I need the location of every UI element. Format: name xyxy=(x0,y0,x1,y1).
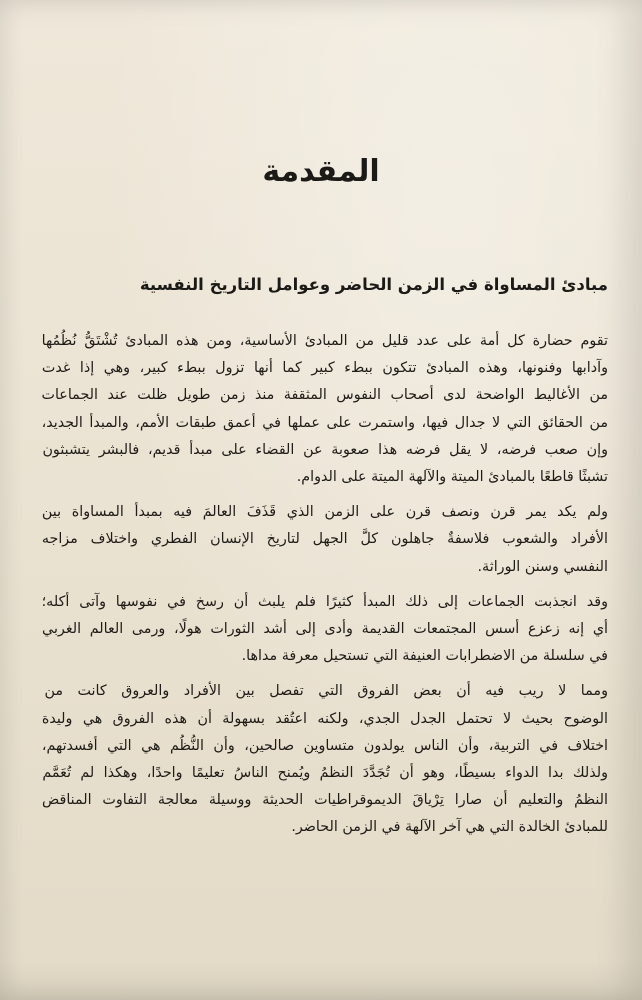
text-line: النفسي وسنن الوراثة. xyxy=(477,558,608,575)
text-line: للمبادئ الخالدة التي هي آخر الآلهة في الزمن الحاضر. xyxy=(291,819,608,836)
paragraph-2 xyxy=(42,499,608,581)
text-line: وآدابها وفنونها، وهذه المبادئ تتكون ببطء كبير كما أنها تزول ببطء كبير، وهي إذا غدت xyxy=(41,360,608,377)
text-line: تقوم حضارة كل أمة على عدد قليل من المبادئ الأساسية، ومن هذه المبادئ تُشْتَقُّ نُظُمُها xyxy=(41,333,608,349)
text-line: في سلسلة من الاضطرابات العنيفة التي تستحيل معرفة مداها. xyxy=(241,648,608,665)
text-line: تشبثًا قاطعًا بالمبادئ الميتة والآلهة الميتة على الدوام. xyxy=(296,469,608,486)
text-line: وإن صعب فرضه، لا يقل فرضه هذا صعوبة عن القضاء على مبدأ قديم، فالبشر يتشبثون xyxy=(42,441,608,458)
text-line: وقد انجذبت الجماعات إلى ذلك المبدأ كثيرًا فلم يلبث أن رسخ في نفوسها وآتى أكله؛ xyxy=(41,593,608,610)
text-line: من الحقائق التي لا جدال فيها، واستمرت على عملها في أعمق طبقات الأمم، والمبدأ الجديد، xyxy=(41,414,608,431)
page-shadow xyxy=(0,960,642,1000)
text-line: ولذلك بدا الدواء بسيطًا، وهو أن تُجَدَّدَ النظمُ ويُمنح الناسُ تعليمًا واحدًا، وهكذا لم تُعَمَّم xyxy=(42,765,608,782)
text-line: ومما لا ريب فيه أن بعض الفروق التي تفصل بين الأفراد والعروق كانت من xyxy=(44,683,608,700)
paragraph-4 xyxy=(42,678,608,841)
text-line: أي إنه زعزع أسس المجتمعات القديمة وأدى إلى أشد الثورات هولًا، ورمى العالم الغربي xyxy=(42,621,608,638)
paragraph-1 xyxy=(42,328,608,491)
text-line: من الأغاليط الواضحة لدى أصحاب النفوس المثقفة منذ زمن طويل ظلت عند الجماعات xyxy=(41,387,608,404)
paragraph-3 xyxy=(42,589,608,671)
text-line: الوضوح بحيث لا تحتمل الجدل الجدي، ولكنه اعتُقد بسهولة أن هذه الفروق هي وليدة xyxy=(41,710,608,727)
show-through-text xyxy=(262,0,502,28)
body-text xyxy=(42,328,608,850)
text-line: ولم يكد يمر قرن ونصف قرن على الزمن الذي قَذَفَ العالمَ فيه بمبدأ المساواة بين xyxy=(41,504,608,521)
chapter-title: المقدمة xyxy=(262,154,380,189)
text-line: النظمُ والتعليم أن صارا تِرْياقَ الديموقراطيات الحديثة ووسيلة معالجة التفاوت المناقض xyxy=(41,792,608,809)
section-heading: مبادئ المساواة في الزمن الحاضر وعوامل التاريخ النفسية xyxy=(139,275,608,294)
text-line: الأفراد والشعوب فلاسفةٌ جاهلون كلَّ الجهل لتاريخ الإنسان الفطري واختلاف مزاجه xyxy=(41,531,608,548)
text-line: اختلاف في التربية، وأن الناس يولدون متساوين صالحين، وأن النُّظُم هي التي أفسدتهم، xyxy=(41,737,608,754)
